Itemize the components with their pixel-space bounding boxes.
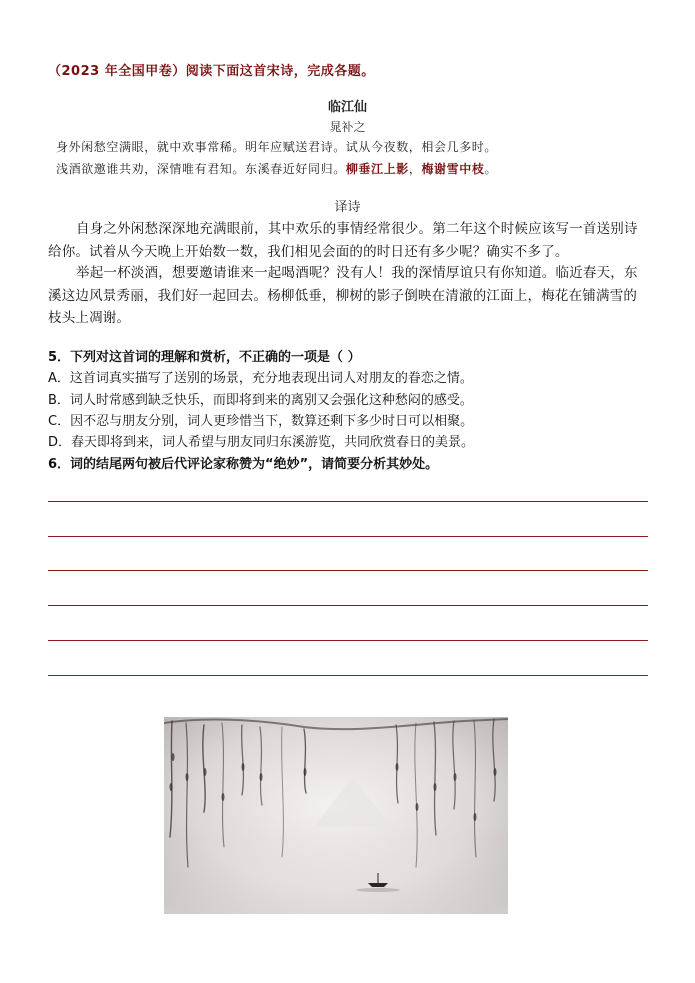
answer-line[interactable] — [48, 536, 648, 537]
answer-line[interactable] — [48, 501, 648, 502]
poem-line-2-text: 浅酒欲邀谁共劝，深情唯有君知。东溪春近好同归。 — [56, 162, 346, 176]
poem-line-2 — [56, 160, 656, 177]
question-5: 5．下列对这首词的理解和赏析，不正确的一项是（ ） — [48, 350, 361, 365]
question-header: （2023 年全国甲卷）阅读下面这首宋诗，完成各题。 — [48, 64, 375, 79]
poem-title: 临江仙 — [327, 100, 367, 115]
poem-comma: ， — [408, 162, 422, 176]
option-a: A．这首词真实描写了送别的场景，充分地表现出词人对朋友的眷恋之情。 — [48, 371, 473, 386]
answer-line[interactable] — [48, 605, 648, 606]
answer-line[interactable] — [48, 640, 648, 641]
answer-line[interactable] — [48, 675, 648, 676]
option-b: B．词人时常感到缺乏快乐，而即将到来的离别又会强化这种愁闷的感受。 — [48, 393, 473, 408]
option-d: D．春天即将到来，词人希望与朋友同归东溪游览，共同欣赏春日的美景。 — [48, 435, 475, 450]
question-6: 6．词的结尾两句被后代评论家称赞为“绝妙”，请简要分析其妙处。 — [48, 457, 439, 472]
highlight-willow: 柳垂江上影 — [345, 162, 409, 176]
translation-para-2: 举起一杯淡酒，想要邀请谁来一起喝酒呢？没有人！我的深情厚谊只有你知道。临近春天，东溪这边风景秀丽，我们好一起回去。杨柳低垂，柳树的影子倒映在清澈的江面上，梅花在铺满雪的枝头上凋谢。 — [48, 265, 638, 326]
option-c: C．因不忍与朋友分别，词人更珍惜当下，数算还剩下多少时日可以相聚。 — [48, 414, 474, 429]
translation-para-1: 自身之外闲愁深深地充满眼前，其中欢乐的事情经常很少。第二年这个时候应该写一首送别诗给你。试着从今天晚上开始数一数，我们相见会面的的时日还有多少呢？确实不多了。 — [48, 221, 638, 260]
highlight-plum: 梅谢雪中枝 — [421, 162, 485, 176]
answer-line[interactable] — [48, 570, 648, 571]
translation-title: 译诗 — [334, 200, 361, 215]
poem-line-1: 身外闲愁空满眼，就中欢事常稀。明年应赋送君诗。试从今夜数，相会几多时。 — [56, 140, 498, 154]
poem-period: 。 — [484, 162, 498, 176]
poem-author: 晁补之 — [329, 120, 366, 134]
willow-ink-painting — [164, 717, 508, 914]
